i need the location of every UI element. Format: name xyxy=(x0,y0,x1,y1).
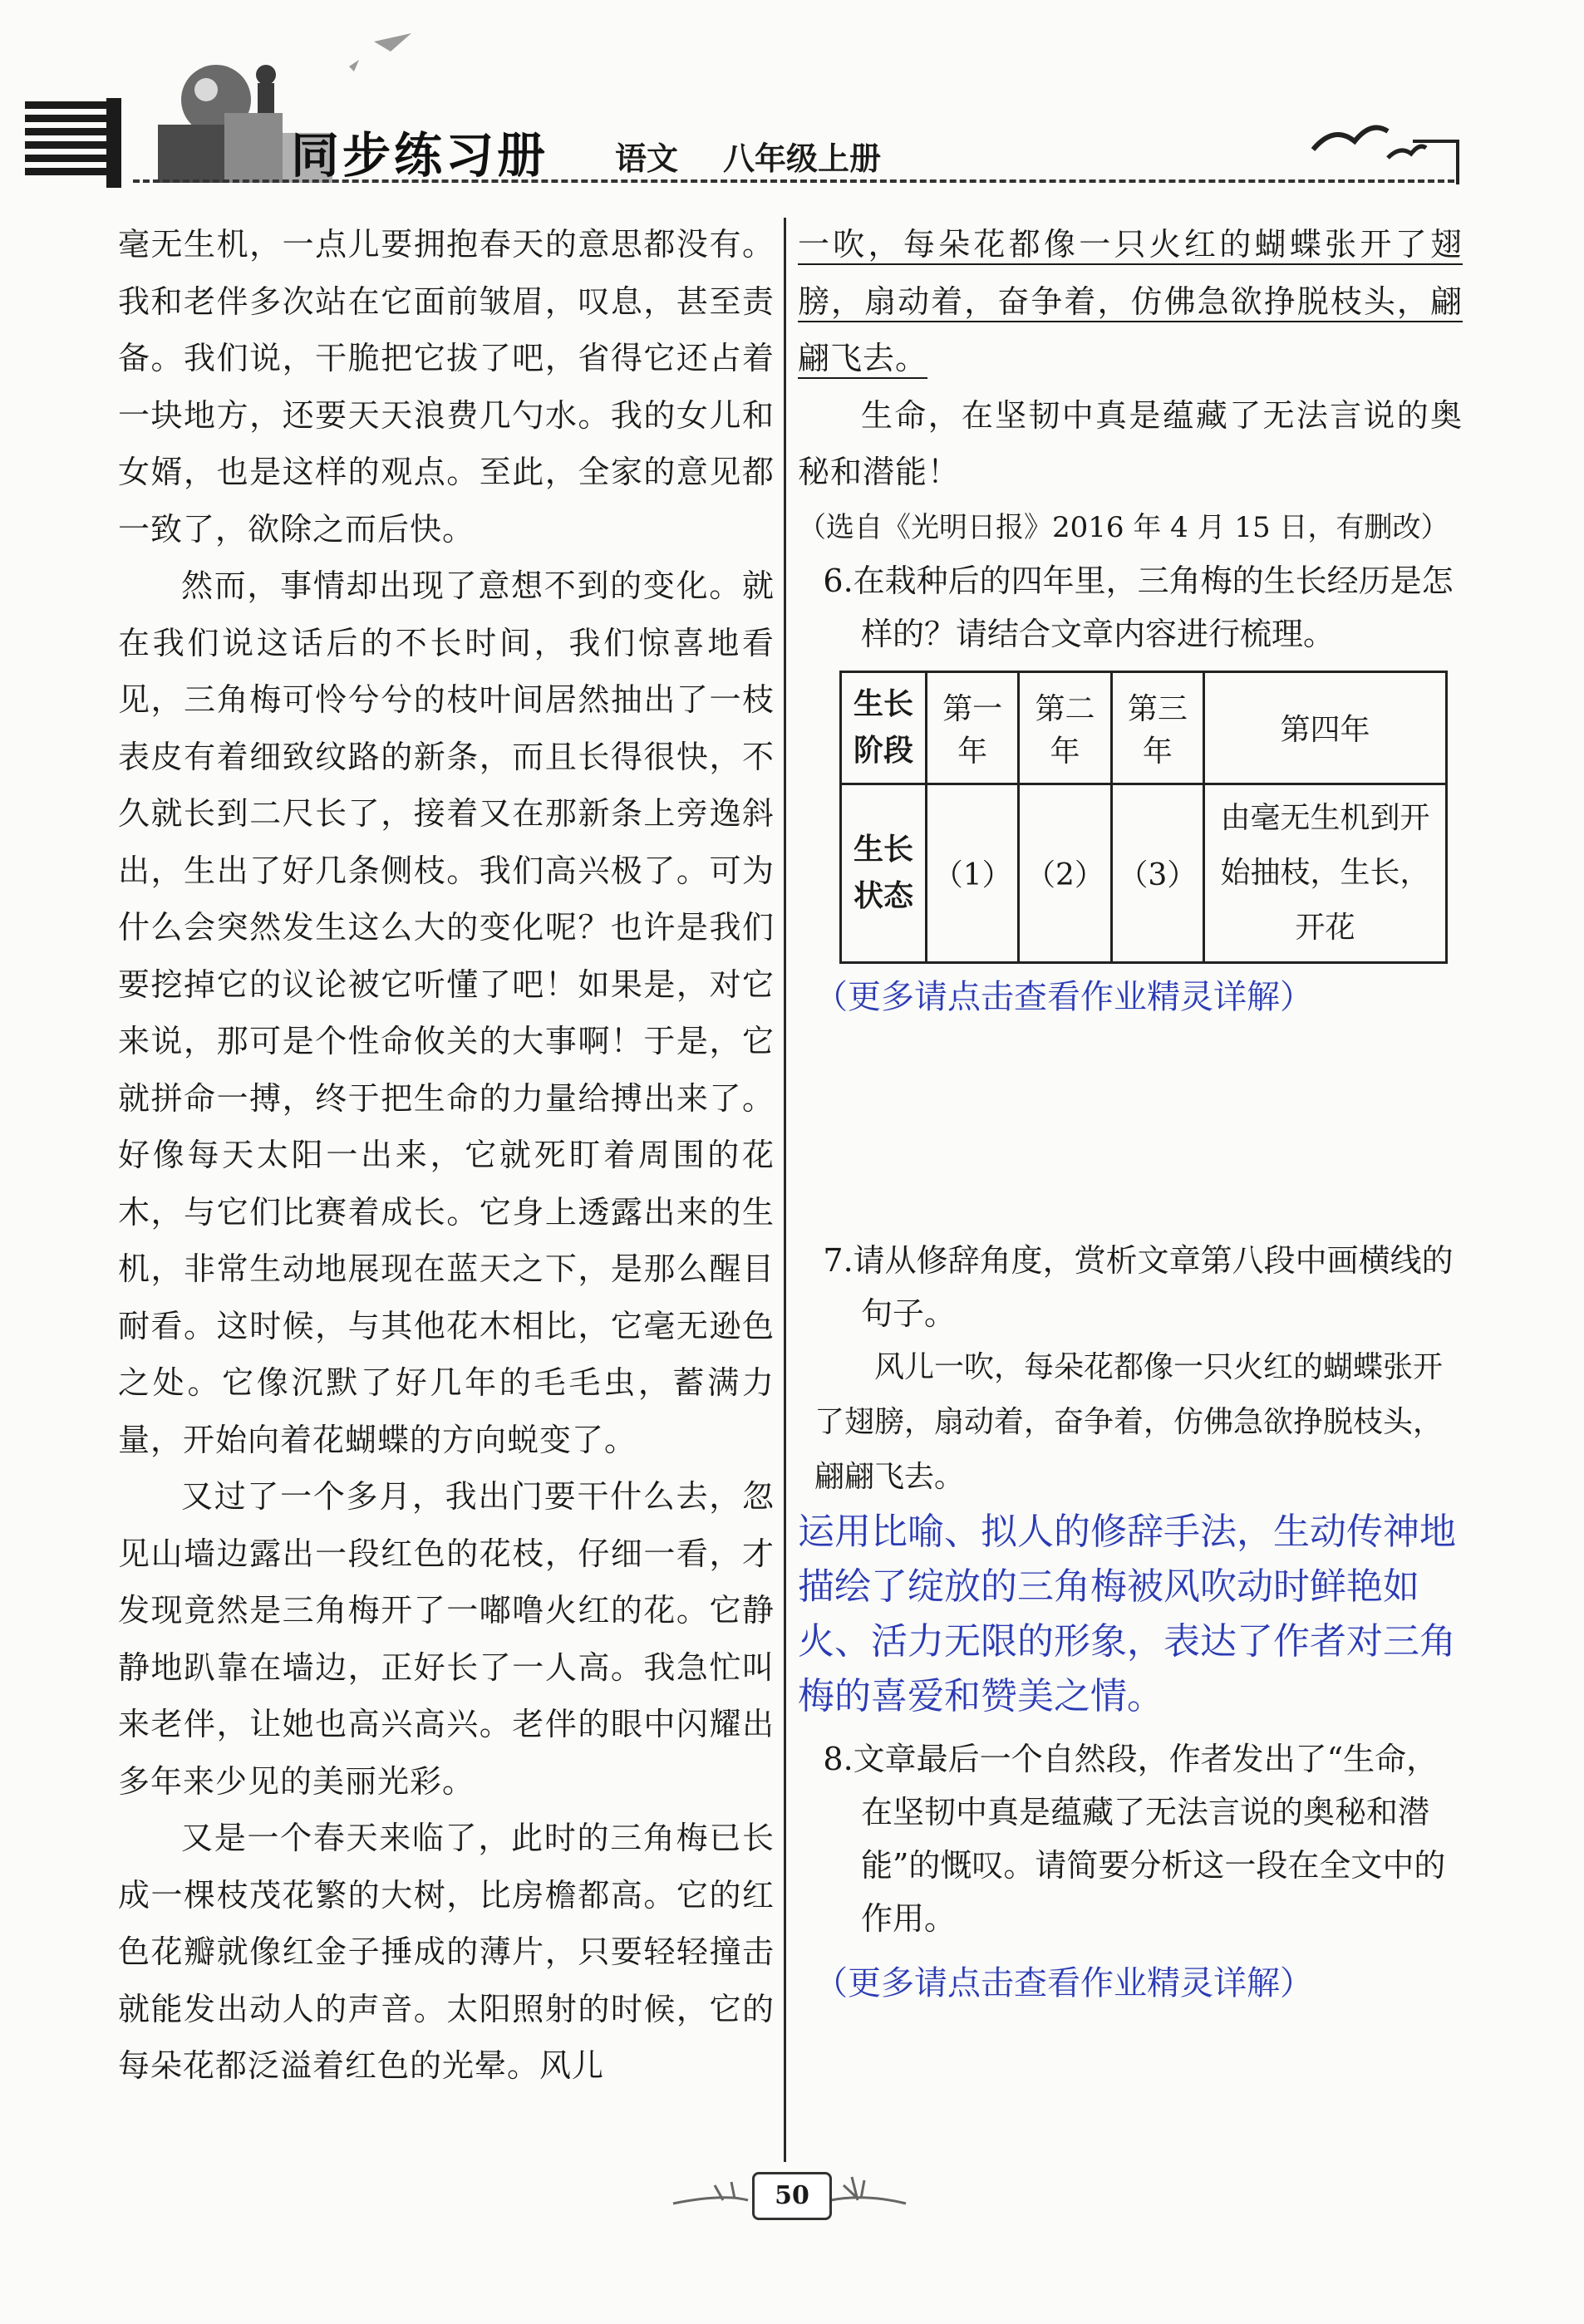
article-left-column xyxy=(118,216,775,2095)
birds-icon xyxy=(1296,108,1429,174)
header-stripe-bar xyxy=(106,98,121,188)
article-paragraph: 毫无生机，一点儿要拥抱春天的意思都没有。我和老伴多次站在它面前皱眉，叹息，甚至责备。我们说，干脆把它拔了吧，省得它还占着一块地方，还要天天浪费几勺水。我的女儿和女婿，也是这样的观点。至此，全家的意见都一致了，欲除之而后快。 xyxy=(118,226,775,548)
table-row xyxy=(841,784,1447,962)
header-rule-corner xyxy=(1413,140,1459,184)
series-title: 同步练习册 xyxy=(291,127,549,184)
article-paragraph: 然而，事情却出现了意想不到的变化。就在我们说这话后的不长时间，我们惊喜地看见，三角梅可怜兮兮的枝叶间居然抽出了一枝表皮有着细致纹路的新条，而且长得很快，不久就长到二尺长了，接着又在那新条上旁逸斜出，生出了好几条侧枝。我们高兴极了。可为什么会突然发生这么大的变化呢？也许是我们要挖掉它的议论被它听懂了吧！如果是，对它来说，那可是个性命攸关的大事啊！于是，它就拼命一搏，终于把生命的力量给搏出来了。好像每天太阳一出来，它就死盯着周围的花木，与它们比赛着成长。它身上透露出来的生机，非常生动地展现在蓝天之下，是那么醒目耐看。这时候，与其他花木相比，它毫无逊色之处。它像沉默了好几年的毛毛虫，蓄满力量，开始向着花蝴蝶的方向蜕变了。 xyxy=(118,567,775,1458)
question-8-prompt: 8.文章最后一个自然段，作者发出了“生命，在坚韧中真是蕴藏了无法言说的奥秘和潜能”的慨叹。请简要分析这一段在全文中的作用。 xyxy=(823,1740,1446,1937)
table-cell-state-1: （1） xyxy=(927,784,1019,962)
grade-label: 八年级上册 xyxy=(723,140,882,177)
column-divider xyxy=(784,218,786,2162)
header-dashed-rule xyxy=(133,179,1454,183)
q8-detail-link[interactable]: （更多请点击查看作业精灵详解） xyxy=(814,1963,1313,2002)
table-cell-state-4: 由毫无生机到开始抽枝，生长，开花 xyxy=(1203,784,1446,962)
article-paragraph: 又过了一个多月，我出门要干什么去，忽见山墙边露出一段红色的花枝，仔细一看，才发现竟然是三角梅开了一嘟噜火红的花。它静静地趴靠在墙边，正好长了一人高。我急忙叫来老伴，让她也高兴高兴。老伴的眼中闪耀出多年来少见的美丽光彩。 xyxy=(118,1478,775,1800)
table-cell-state-2: （2） xyxy=(1019,784,1111,962)
table-cell-year-1: 第一年 xyxy=(927,671,1019,784)
table-cell-year-4: 第四年 xyxy=(1203,671,1446,784)
question-7-prompt: 7.请从修辞角度，赏析文章第八段中画横线的句子。 xyxy=(823,1241,1454,1332)
underlined-sentence: 一吹，每朵花都像一只火红的蝴蝶张开了翅膀，扇动着，奋争着，仿佛急欲挣脱枝头，翩翩飞去。 xyxy=(798,226,1463,376)
subject-label: 语文 xyxy=(615,140,679,177)
question-6-prompt: 6.在栽种后的四年里，三角梅的生长经历是怎样的？请结合文章内容进行梳理。 xyxy=(823,562,1454,652)
table-header-state: 生长状态 xyxy=(841,784,927,962)
growth-stage-table xyxy=(839,671,1448,964)
page-number: 50 xyxy=(752,2172,832,2220)
questions-right-column xyxy=(798,216,1463,2004)
table-cell-year-3: 第三年 xyxy=(1111,671,1203,784)
table-cell-state-3: （3） xyxy=(1111,784,1203,962)
article-paragraph: 又是一个春天来临了，此时的三角梅已长成一棵枝茂花繁的大树，比房檐都高。它的红色花瓣就像红金子捶成的薄片，只要轻轻撞击就能发出动人的声音。太阳照射的时候，它的每朵花都泛溢着红色的光晕。风儿 xyxy=(118,1820,775,2084)
final-paragraph: 生命，在坚韧中真是蕴藏了无法言说的奥秘和潜能！ xyxy=(798,396,1463,490)
header-stripes xyxy=(25,101,116,183)
page-header xyxy=(0,0,1584,208)
table-cell-year-2: 第二年 xyxy=(1019,671,1111,784)
table-header-stage: 生长阶段 xyxy=(841,671,927,784)
table-row xyxy=(841,671,1447,784)
article-source: （选自《光明日报》2016 年 4 月 15 日，有删改） xyxy=(798,510,1449,544)
question-7-answer: 运用比喻、拟人的修辞手法，生动传神地描绘了绽放的三角梅被风吹动时鲜艳如火、活力无限的形象，表达了作者对三角梅的喜爱和赞美之情。 xyxy=(798,1510,1456,1717)
q6-detail-link[interactable]: （更多请点击查看作业精灵详解） xyxy=(814,977,1313,1016)
question-7-quote: 风儿一吹，每朵花都像一只火红的蝴蝶张开了翅膀，扇动着，奋争着，仿佛急欲挣脱枝头，翩翩飞去。 xyxy=(814,1349,1444,1494)
